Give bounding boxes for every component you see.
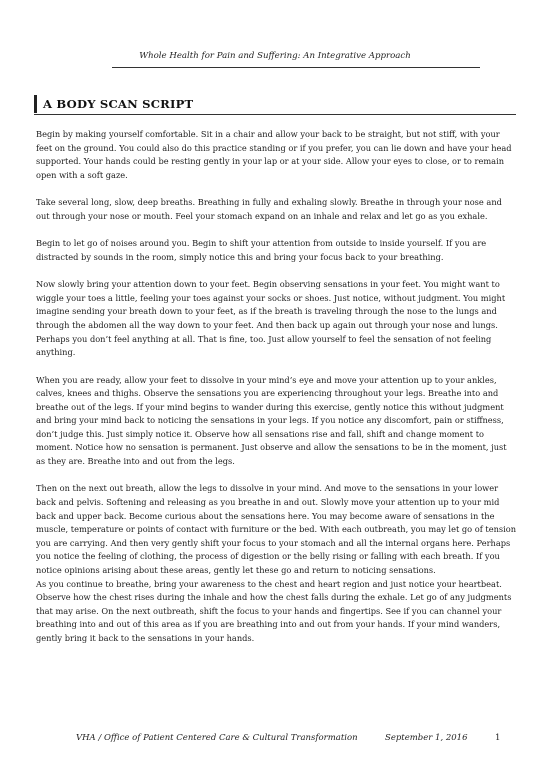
footer-organization: VHA / Office of Patient Centered Care & Cultural Transformation — [76, 733, 358, 743]
paragraph: When you are ready, allow your feet to dissolve in your mind’s eye and move your attention up to your ankles, calves, knees and thighs. Observe the sensations you are experiencing throughout your legs. Breathe into and breathe out of the legs. If your mind begins to wander during this exercise, gently notice this without judgment and bring your mind back to noticing the sensations in your legs. If you notice any discomfort, pain or stiffness, don’t judge this. Just simply notice it. Observe how all sensations rise and fall, shift and change moment to moment. Notice how no sensation is permanent. Just observe and allow the sensations to be in the moment, just as they are. Breathe into and out from the legs. — [36, 374, 507, 467]
footer-date: September 1, 2016 — [385, 733, 468, 743]
running-header: Whole Health for Pain and Suffering: An Integrative Approach — [139, 51, 411, 61]
document-title: A BODY SCAN SCRIPT — [34, 95, 514, 113]
paragraph: Begin by making yourself comfortable. Sit in a chair and allow your back to be straight, but not stiff, with your feet on the ground. You could also do this practice standing or if you prefer, you can lie down and have your head supported. Your hands could be resting gently in your lap or at your side. Allow your eyes to close, or to remain open with a soft gaze. — [36, 129, 512, 180]
paragraph: Then on the next out breath, allow the legs to dissolve in your mind. And move to the sensations in your lower back and pelvis. Softening and releasing as you breathe in and out. Slowly move your attention up to your mid back and upper back. Become curious about the sensations here. You may become aware of sensations in the muscle, temperature or points of contact with furniture or the bed. With each outbreath, you may let go of tension you are carrying. And then very gently shift your focus to your stomach and all the internal organs here. Perhaps you notice the feeling of clothing, the process of digestion or the belly rising or falling with each breath. If you notice opinions arising about these areas, gently let these go and return to noticing sensations. — [36, 483, 517, 576]
page-number: 1 — [495, 733, 501, 743]
paragraph: Now slowly bring your attention down to your feet. Begin observing sensations in your feet. You might want to wiggle your toes a little, feeling your toes against your socks or shoes. Just notice, without judgment. You might imagine sending your breath down to your feet, as if the breath is traveling through the nose to the lungs and through the abdomen all the way down to your feet. And then back up again out through your nose and lungs. Perhaps you don’t feel anything at all. That is fine, too. Just allow yourself to feel the sensation of not feeling anything. — [36, 279, 506, 358]
header-rule — [112, 67, 480, 68]
paragraph: Begin to let go of noises around you. Begin to shift your attention from outside to inside yourself. If you are distracted by sounds in the room, simply notice this and bring your focus back to your breathing. — [36, 238, 487, 262]
body-text — [36, 128, 518, 646]
paragraph: As you continue to breathe, bring your awareness to the chest and heart region and just notice your heartbeat. Observe how the chest rises during the inhale and how the chest falls during the exhale. Let go of any judgments that may arise. On the next outbreath, shift the focus to your hands and fingertips. See if you can channel your breathing into and out of this area as if you are breathing into and out from your hands. If your mind wanders, gently bring it back to the sensations in your hands. — [36, 578, 512, 643]
title-rule — [34, 114, 516, 115]
page-footer — [0, 733, 550, 747]
paragraph: Take several long, slow, deep breaths. Breathing in fully and exhaling slowly. Breathe in through your nose and out through your nose or mouth. Feel your stomach expand on an inhale and relax and let go as you exhale. — [36, 197, 502, 221]
